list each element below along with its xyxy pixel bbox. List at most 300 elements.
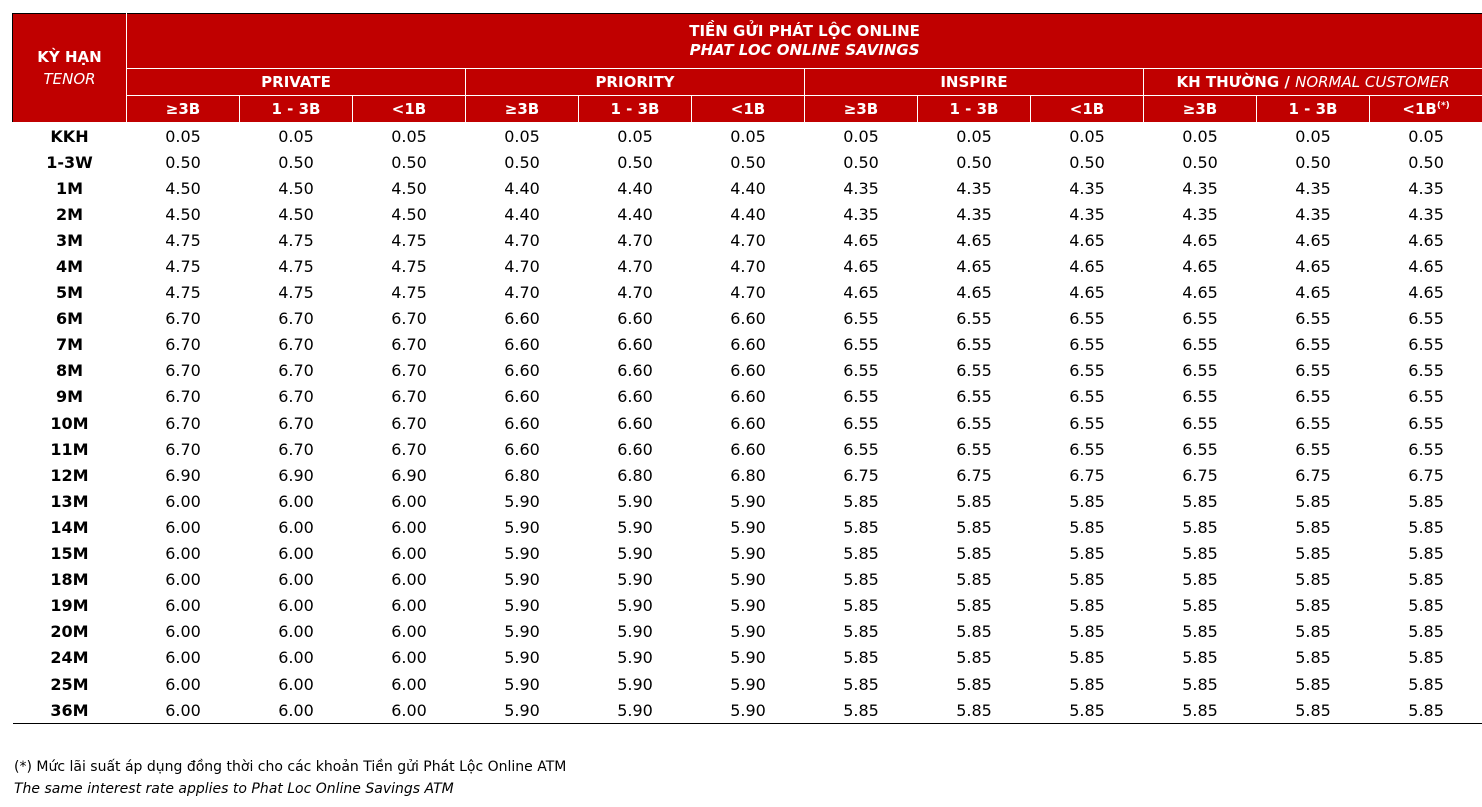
rate-cell-inspire: 6.75 [956, 465, 992, 485]
rate-cell-inspire: 5.85 [1069, 674, 1105, 694]
table-row [13, 384, 1482, 410]
rate-cell-priority: 5.90 [730, 517, 766, 537]
rate-cell-normal: 5.85 [1408, 596, 1444, 616]
rate-cell-normal: 0.50 [1295, 152, 1331, 172]
rate-cell-priority: 5.90 [617, 570, 653, 590]
rate-cell-normal: 4.65 [1182, 257, 1218, 277]
rate-cell-private: 6.00 [278, 674, 314, 694]
tenor-cell: 2M [55, 204, 84, 224]
rate-cell-private: 6.00 [165, 648, 201, 668]
tenor-column-header [13, 14, 127, 123]
tenor-cell: 20M [50, 622, 89, 642]
rate-cell-normal: 4.65 [1408, 230, 1444, 250]
rate-cell-inspire: 6.55 [956, 335, 992, 355]
tier-header-priority-3 [692, 96, 805, 123]
rate-cell-priority: 0.50 [617, 152, 653, 172]
product-title-header [127, 14, 1482, 69]
table-row [13, 619, 1482, 645]
rate-cell-private: 4.50 [278, 204, 314, 224]
rate-cell-normal: 5.85 [1408, 491, 1444, 511]
rate-cell-priority: 6.60 [504, 335, 540, 355]
rate-cell-priority: 5.90 [617, 491, 653, 511]
rate-cell-private: 6.70 [391, 387, 427, 407]
rate-cell-inspire: 0.50 [1069, 152, 1105, 172]
tier-label: 1 - 3B [949, 100, 999, 118]
tenor-cell: 10M [50, 413, 89, 433]
rate-cell-private: 4.50 [278, 178, 314, 198]
rate-cell-inspire: 5.85 [1069, 596, 1105, 616]
tenor-cell: 14M [50, 517, 89, 537]
normal-customer-label-en: NORMAL CUSTOMER [1295, 73, 1450, 91]
rate-cell-private: 6.70 [278, 335, 314, 355]
rate-cell-normal: 5.85 [1182, 596, 1218, 616]
rate-cell-priority: 5.90 [730, 674, 766, 694]
rate-cell-normal: 5.85 [1295, 517, 1331, 537]
normal-customer-label-vi: KH THƯỜNG / [1176, 73, 1290, 91]
rate-cell-priority: 5.90 [730, 648, 766, 668]
rate-cell-normal: 6.55 [1182, 309, 1218, 329]
rate-cell-private: 0.50 [165, 152, 201, 172]
rate-cell-private: 6.70 [278, 309, 314, 329]
rate-cell-priority: 5.90 [617, 517, 653, 537]
footnote-vi: (*) Mức lãi suất áp dụng đồng thời cho các khoản Tiền gửi Phát Lộc Online ATM [14, 759, 567, 775]
rate-cell-inspire: 5.85 [1031, 697, 1144, 724]
tier-header-private-1 [127, 96, 240, 123]
rate-cell-inspire: 4.35 [1069, 178, 1105, 198]
table-row [13, 541, 1482, 567]
rate-cell-private: 6.70 [165, 335, 201, 355]
rate-cell-priority: 5.90 [504, 517, 540, 537]
group-header-inspire: INSPIRE [805, 69, 1144, 96]
rate-cell-private: 6.00 [278, 622, 314, 642]
rate-cell-normal: 5.85 [1370, 697, 1482, 724]
rate-cell-priority: 6.60 [730, 413, 766, 433]
rate-cell-priority: 5.90 [504, 544, 540, 564]
rate-cell-private: 6.00 [353, 697, 466, 724]
table-row [13, 358, 1482, 384]
rate-cell-priority: 4.70 [617, 257, 653, 277]
tenor-cell: 8M [55, 361, 84, 381]
rate-cell-private: 6.00 [165, 517, 201, 537]
rate-cell-private: 6.00 [391, 517, 427, 537]
table-row [13, 280, 1482, 306]
rate-cell-normal: 4.65 [1295, 230, 1331, 250]
interest-rate-table [12, 13, 1482, 724]
tier-label: ≥3B [843, 100, 879, 118]
rate-cell-private: 6.00 [391, 596, 427, 616]
table-row [13, 253, 1482, 279]
rate-cell-priority: 0.05 [466, 123, 579, 150]
tier-header-normal-1 [1144, 96, 1257, 123]
rate-cell-inspire: 6.55 [1069, 335, 1105, 355]
rate-cell-private: 4.75 [278, 230, 314, 250]
rate-cell-private: 4.50 [391, 178, 427, 198]
rate-cell-inspire: 4.35 [843, 178, 879, 198]
rate-cell-inspire: 6.55 [843, 309, 879, 329]
rate-cell-normal: 6.55 [1295, 439, 1331, 459]
rate-cell-inspire: 4.65 [1069, 230, 1105, 250]
rate-cell-priority: 5.90 [617, 622, 653, 642]
rate-cell-priority: 5.90 [730, 622, 766, 642]
rate-cell-inspire: 5.85 [1069, 491, 1105, 511]
rate-cell-priority: 4.40 [504, 178, 540, 198]
table-row [13, 227, 1482, 253]
rate-cell-private: 6.00 [278, 596, 314, 616]
tier-header-priority-1 [466, 96, 579, 123]
tier-header-private-2 [240, 96, 353, 123]
tenor-cell: 24M [50, 648, 89, 668]
rate-cell-inspire: 6.55 [1069, 439, 1105, 459]
rate-cell-inspire: 0.05 [805, 123, 918, 150]
rate-cell-private: 6.00 [278, 648, 314, 668]
rate-cell-priority: 6.80 [504, 465, 540, 485]
rate-cell-priority: 4.70 [730, 283, 766, 303]
rate-cell-inspire: 6.55 [956, 413, 992, 433]
rate-cell-normal: 6.55 [1182, 413, 1218, 433]
rate-cell-normal: 0.05 [1144, 123, 1257, 150]
rate-cell-inspire: 0.50 [843, 152, 879, 172]
rate-cell-normal: 5.85 [1182, 517, 1218, 537]
rate-cell-priority: 6.60 [730, 361, 766, 381]
rate-cell-private: 6.00 [391, 622, 427, 642]
rate-cell-normal: 4.35 [1408, 178, 1444, 198]
rate-cell-private: 6.00 [391, 491, 427, 511]
product-title-vi: TIỀN GỬI PHÁT LỘC ONLINE [689, 22, 920, 40]
rate-cell-inspire: 5.85 [843, 544, 879, 564]
table-row [13, 201, 1482, 227]
rate-cell-inspire: 5.85 [918, 697, 1031, 724]
rate-cell-inspire: 6.55 [1069, 309, 1105, 329]
rate-cell-priority: 6.60 [617, 309, 653, 329]
rate-cell-normal: 5.85 [1182, 544, 1218, 564]
rate-cell-private: 6.70 [165, 309, 201, 329]
rate-cell-priority: 5.90 [730, 596, 766, 616]
tier-label: 1 - 3B [610, 100, 660, 118]
rate-cell-priority: 5.90 [504, 622, 540, 642]
rate-cell-normal: 5.85 [1408, 674, 1444, 694]
tenor-label-vi: KỲ HẠN [37, 48, 102, 66]
rate-cell-private: 4.50 [165, 204, 201, 224]
table-row [13, 306, 1482, 332]
tenor-cell: 4M [55, 257, 84, 277]
rate-cell-private: 6.70 [278, 439, 314, 459]
rate-cell-priority: 6.80 [617, 465, 653, 485]
rate-cell-priority: 5.90 [504, 491, 540, 511]
rate-cell-priority: 5.90 [504, 596, 540, 616]
rate-cell-private: 4.75 [391, 257, 427, 277]
rate-cell-normal: 5.85 [1257, 697, 1370, 724]
rate-cell-normal: 5.85 [1182, 674, 1218, 694]
product-title-en: PHAT LOC ONLINE SAVINGS [689, 41, 920, 59]
rate-cell-private: 6.70 [165, 439, 201, 459]
rate-cell-priority: 4.70 [617, 283, 653, 303]
rate-cell-inspire: 6.75 [843, 465, 879, 485]
rate-cell-normal: 5.85 [1295, 570, 1331, 590]
rate-cell-priority: 4.40 [730, 178, 766, 198]
rate-cell-inspire: 6.55 [843, 413, 879, 433]
rate-cell-inspire: 6.55 [843, 439, 879, 459]
tier-label: <1B [1402, 100, 1437, 118]
rate-table-container [12, 13, 1478, 724]
rate-cell-inspire: 5.85 [956, 544, 992, 564]
rate-cell-normal: 6.75 [1295, 465, 1331, 485]
rate-cell-inspire: 4.65 [956, 283, 992, 303]
rate-cell-priority: 0.05 [692, 123, 805, 150]
tenor-cell: 15M [50, 544, 89, 564]
rate-cell-inspire: 5.85 [1069, 648, 1105, 668]
rate-cell-normal: 6.75 [1182, 465, 1218, 485]
rate-cell-normal: 5.85 [1295, 674, 1331, 694]
tenor-cell: 25M [50, 674, 89, 694]
rate-cell-priority: 4.70 [617, 230, 653, 250]
tier-header-row [13, 96, 1482, 123]
rate-cell-normal: 4.35 [1408, 204, 1444, 224]
rate-cell-private: 6.70 [391, 309, 427, 329]
tier-label: ≥3B [165, 100, 201, 118]
rate-cell-inspire: 4.65 [956, 257, 992, 277]
rate-cell-private: 6.00 [165, 491, 201, 511]
rate-cell-private: 6.90 [391, 465, 427, 485]
rate-cell-inspire: 5.85 [843, 674, 879, 694]
tier-label: 1 - 3B [271, 100, 321, 118]
rate-cell-inspire: 6.55 [843, 361, 879, 381]
table-row [13, 332, 1482, 358]
rate-cell-priority: 0.05 [579, 123, 692, 150]
rate-cell-priority: 6.80 [730, 465, 766, 485]
tenor-cell: 18M [50, 570, 89, 590]
tier-label: ≥3B [1182, 100, 1218, 118]
rate-cell-inspire: 5.85 [805, 697, 918, 724]
rate-cell-private: 4.50 [391, 204, 427, 224]
group-header-normal-customer [1144, 69, 1482, 96]
rate-cell-priority: 5.90 [504, 570, 540, 590]
rate-cell-normal: 5.85 [1295, 544, 1331, 564]
rate-cell-priority: 4.70 [730, 257, 766, 277]
rate-cell-priority: 6.60 [504, 387, 540, 407]
tenor-cell: 1-3W [46, 152, 93, 172]
rate-cell-private: 6.70 [278, 413, 314, 433]
group-header-private: PRIVATE [127, 69, 466, 96]
footnote [14, 756, 566, 800]
rate-cell-private: 4.75 [165, 283, 201, 303]
tenor-cell: 3M [55, 230, 84, 250]
rate-cell-normal: 6.55 [1182, 335, 1218, 355]
rate-cell-inspire: 4.65 [956, 230, 992, 250]
table-row [13, 462, 1482, 488]
rate-cell-inspire: 5.85 [956, 517, 992, 537]
tenor-label-en: TENOR [43, 70, 96, 88]
rate-cell-inspire: 6.55 [956, 361, 992, 381]
rate-cell-inspire: 0.50 [956, 152, 992, 172]
rate-cell-priority: 0.50 [504, 152, 540, 172]
rate-cell-priority: 5.90 [617, 648, 653, 668]
rate-cell-inspire: 5.85 [843, 517, 879, 537]
rate-cell-priority: 6.60 [730, 387, 766, 407]
rate-cell-priority: 5.90 [504, 674, 540, 694]
rate-cell-priority: 4.70 [504, 257, 540, 277]
rate-cell-priority: 5.90 [617, 544, 653, 564]
rate-cell-normal: 5.85 [1295, 491, 1331, 511]
rate-cell-priority: 6.60 [617, 335, 653, 355]
rate-cell-normal: 6.55 [1182, 439, 1218, 459]
rate-cell-inspire: 5.85 [956, 491, 992, 511]
rate-cell-normal: 6.55 [1408, 335, 1444, 355]
rate-cell-normal: 6.55 [1295, 361, 1331, 381]
rate-cell-private: 0.05 [353, 123, 466, 150]
rate-cell-inspire: 4.35 [843, 204, 879, 224]
rate-cell-private: 0.05 [127, 123, 240, 150]
rate-cell-private: 6.90 [165, 465, 201, 485]
rate-cell-normal: 6.55 [1295, 309, 1331, 329]
rate-cell-normal: 0.50 [1408, 152, 1444, 172]
rate-cell-normal: 5.85 [1295, 622, 1331, 642]
rate-cell-inspire: 4.65 [1069, 283, 1105, 303]
table-row [13, 697, 1482, 724]
rate-cell-normal: 5.85 [1295, 596, 1331, 616]
rate-cell-normal: 5.85 [1182, 491, 1218, 511]
rate-cell-priority: 4.70 [504, 283, 540, 303]
tier-label: <1B [391, 100, 427, 118]
rate-cell-priority: 0.50 [730, 152, 766, 172]
group-header-priority: PRIORITY [466, 69, 805, 96]
tier-label: <1B [730, 100, 766, 118]
rate-cell-priority: 5.90 [617, 674, 653, 694]
rate-cell-inspire: 5.85 [956, 648, 992, 668]
rate-cell-private: 6.70 [391, 335, 427, 355]
tenor-cell: 11M [50, 439, 89, 459]
rate-cell-private: 6.00 [391, 544, 427, 564]
tenor-cell: 36M [13, 697, 127, 724]
rate-cell-priority: 6.60 [617, 361, 653, 381]
rate-cell-private: 4.75 [278, 283, 314, 303]
rate-cell-inspire: 5.85 [1069, 517, 1105, 537]
rate-cell-normal: 4.65 [1408, 283, 1444, 303]
tier-header-inspire-1 [805, 96, 918, 123]
rate-cell-priority: 6.60 [504, 413, 540, 433]
rate-cell-priority: 6.60 [730, 309, 766, 329]
rate-cell-priority: 5.90 [617, 596, 653, 616]
rate-cell-priority: 6.60 [504, 361, 540, 381]
rate-cell-inspire: 5.85 [956, 674, 992, 694]
rate-cell-priority: 6.60 [504, 439, 540, 459]
table-row [13, 175, 1482, 201]
tier-label: <1B [1069, 100, 1105, 118]
rate-cell-private: 6.70 [391, 361, 427, 381]
rate-cell-inspire: 4.65 [843, 230, 879, 250]
tier-header-priority-2 [579, 96, 692, 123]
rate-cell-private: 6.70 [165, 413, 201, 433]
rate-cell-normal: 0.05 [1257, 123, 1370, 150]
rate-cell-normal: 4.35 [1182, 178, 1218, 198]
rate-cell-normal: 6.55 [1408, 309, 1444, 329]
rate-cell-private: 4.75 [391, 230, 427, 250]
rate-cell-normal: 5.85 [1408, 544, 1444, 564]
rate-cell-private: 6.00 [278, 570, 314, 590]
rate-cell-private: 6.00 [278, 517, 314, 537]
rate-cell-priority: 6.60 [504, 309, 540, 329]
rate-cell-normal: 4.65 [1408, 257, 1444, 277]
rate-cell-private: 6.00 [278, 491, 314, 511]
rate-cell-inspire: 5.85 [843, 596, 879, 616]
rate-cell-inspire: 6.55 [956, 439, 992, 459]
rate-cell-normal: 0.05 [1370, 123, 1482, 150]
rate-cell-inspire: 6.75 [1069, 465, 1105, 485]
rate-cell-inspire: 5.85 [843, 570, 879, 590]
rate-cell-priority: 6.60 [730, 439, 766, 459]
rate-cell-inspire: 5.85 [956, 570, 992, 590]
rate-cell-normal: 5.85 [1295, 648, 1331, 668]
rate-cell-private: 4.50 [165, 178, 201, 198]
tier-header-private-3 [353, 96, 466, 123]
rate-cell-normal: 6.55 [1408, 439, 1444, 459]
rate-cell-priority: 5.90 [730, 491, 766, 511]
tier-header-normal-3 [1370, 96, 1482, 123]
table-row [13, 410, 1482, 436]
rate-cell-private: 6.00 [391, 674, 427, 694]
table-row [13, 436, 1482, 462]
rate-cell-priority: 4.40 [617, 178, 653, 198]
rate-cell-private: 6.70 [391, 413, 427, 433]
rate-cell-normal: 4.35 [1182, 204, 1218, 224]
rate-cell-private: 6.70 [278, 387, 314, 407]
rate-cell-priority: 4.40 [730, 204, 766, 224]
rate-cell-inspire: 4.65 [1069, 257, 1105, 277]
rate-cell-normal: 6.55 [1295, 387, 1331, 407]
rate-cell-priority: 5.90 [504, 648, 540, 668]
footnote-en: The same interest rate applies to Phat Loc Online Savings ATM [14, 781, 454, 797]
rate-cell-inspire: 6.55 [843, 335, 879, 355]
rate-cell-priority: 5.90 [730, 570, 766, 590]
rate-cell-normal: 5.85 [1408, 648, 1444, 668]
rate-cell-normal: 4.35 [1295, 178, 1331, 198]
footnote-marker: (*) [1436, 101, 1450, 111]
rate-cell-inspire: 5.85 [1069, 622, 1105, 642]
rate-cell-inspire: 6.55 [1069, 361, 1105, 381]
rate-cell-priority: 6.60 [617, 387, 653, 407]
rate-cell-normal: 5.85 [1144, 697, 1257, 724]
rate-cell-normal: 6.75 [1408, 465, 1444, 485]
rate-cell-normal: 4.65 [1182, 283, 1218, 303]
rate-cell-inspire: 5.85 [1069, 544, 1105, 564]
rate-cell-private: 6.00 [165, 570, 201, 590]
tenor-cell: 13M [50, 491, 89, 511]
rate-cell-normal: 6.55 [1408, 361, 1444, 381]
rate-cell-private: 6.00 [165, 596, 201, 616]
rate-cell-normal: 6.55 [1408, 413, 1444, 433]
tenor-cell: 12M [50, 465, 89, 485]
rate-cell-inspire: 6.55 [1069, 413, 1105, 433]
rate-cell-inspire: 4.35 [956, 178, 992, 198]
rate-cell-inspire: 5.85 [1069, 570, 1105, 590]
tenor-cell: 1M [55, 178, 84, 198]
tier-header-inspire-2 [918, 96, 1031, 123]
tenor-cell: 7M [55, 335, 84, 355]
rate-cell-private: 6.70 [165, 361, 201, 381]
table-row [13, 488, 1482, 514]
rate-cell-priority: 5.90 [579, 697, 692, 724]
rate-cell-inspire: 5.85 [956, 596, 992, 616]
rate-cell-normal: 6.55 [1295, 335, 1331, 355]
rate-cell-priority: 5.90 [692, 697, 805, 724]
rate-cell-private: 6.00 [165, 544, 201, 564]
rate-cell-inspire: 6.55 [1069, 387, 1105, 407]
rate-cell-inspire: 4.35 [956, 204, 992, 224]
rate-cell-priority: 4.70 [730, 230, 766, 250]
tenor-cell: 6M [55, 309, 84, 329]
rate-cell-priority: 5.90 [466, 697, 579, 724]
rate-cell-private: 6.70 [278, 361, 314, 381]
rate-cell-private: 4.75 [391, 283, 427, 303]
